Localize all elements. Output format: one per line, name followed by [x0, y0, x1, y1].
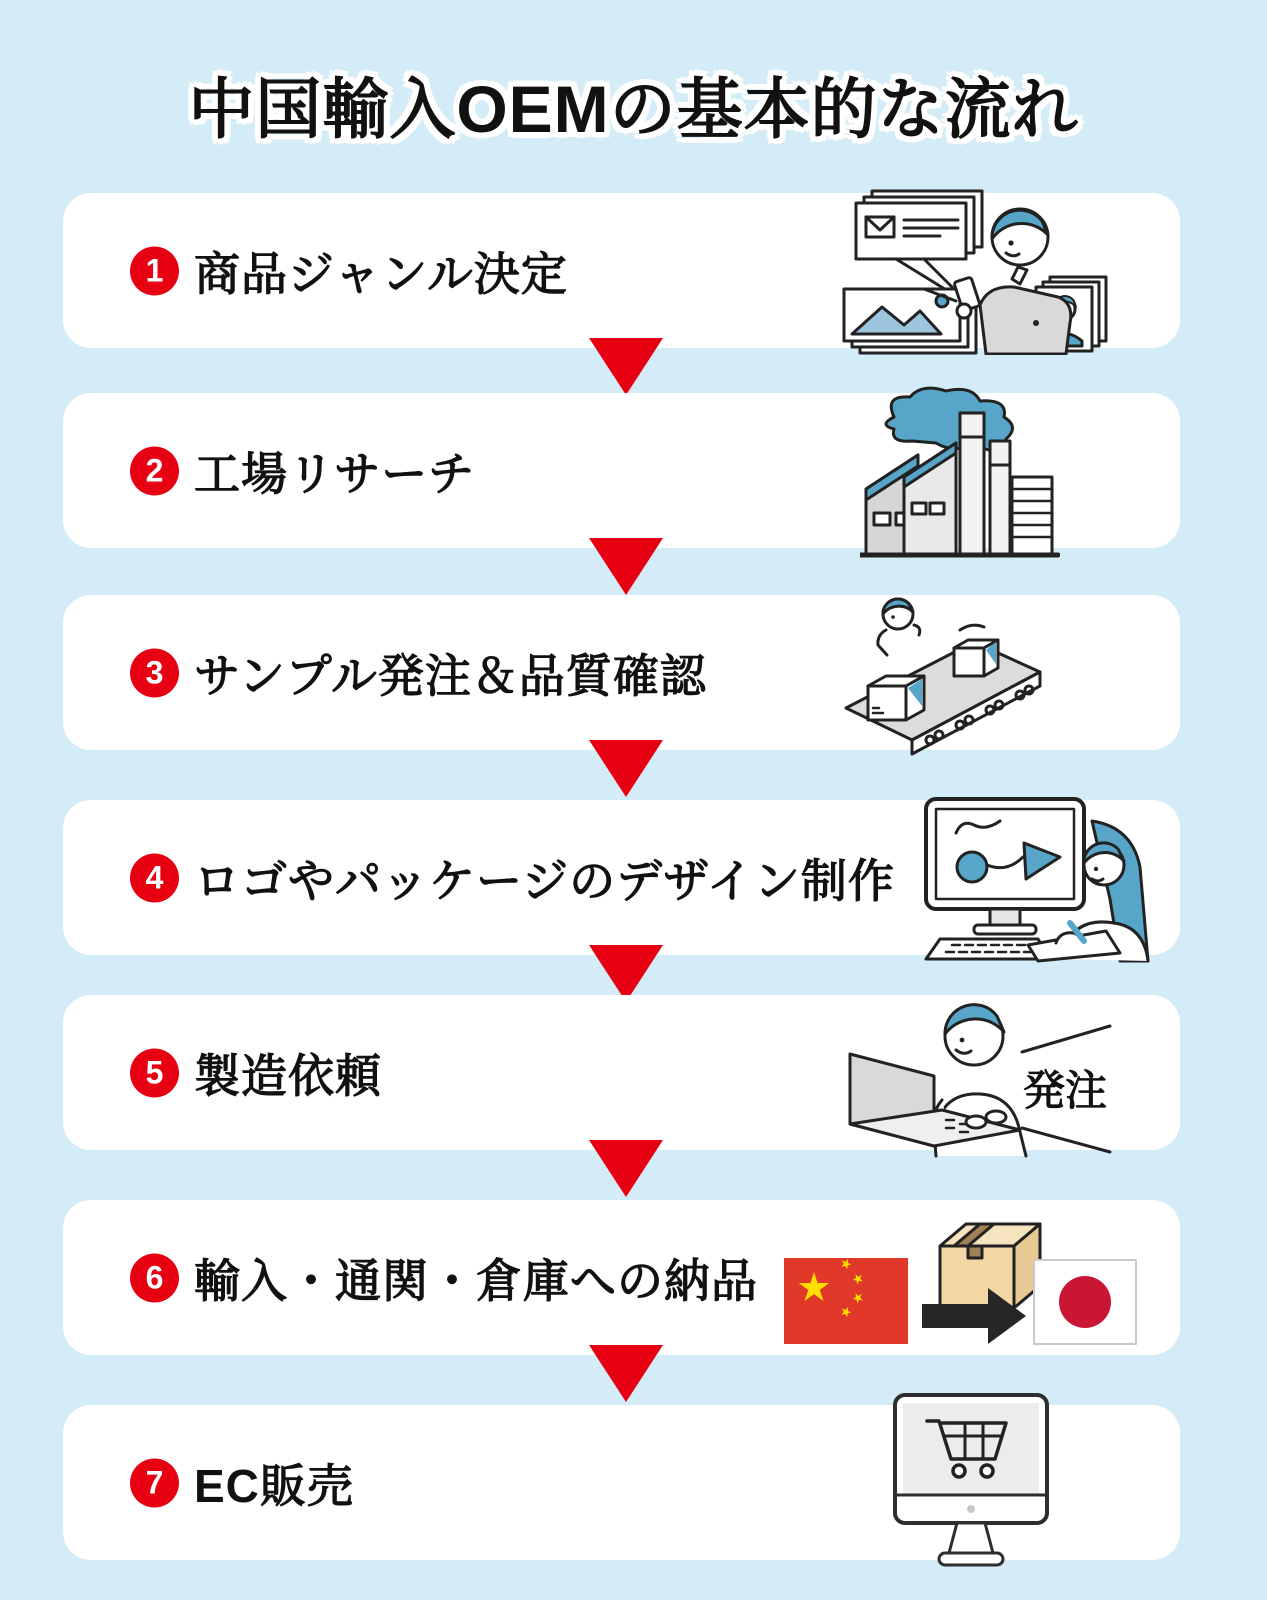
step-number-badge: 3	[130, 648, 179, 697]
sample-box	[954, 625, 998, 676]
red-down-triangle-icon	[589, 338, 663, 395]
sample-box	[868, 676, 924, 720]
page-title: 中国輸入OEMの基本的な流れ	[188, 72, 1079, 146]
red-down-triangle-icon	[589, 1140, 663, 1197]
china-flag-icon	[784, 1256, 908, 1343]
step-label: 製造依頼	[194, 1049, 382, 1102]
inspector-person	[878, 599, 920, 655]
step-card-3	[63, 595, 1180, 750]
design-monitor	[926, 799, 1084, 934]
step-number-badge: 5	[130, 1048, 179, 1097]
desktop-monitor	[895, 1395, 1047, 1565]
japan-flag-icon	[1034, 1260, 1136, 1344]
step-card-7	[63, 1405, 1180, 1560]
step-number-badge: 6	[130, 1253, 179, 1302]
red-down-triangle-icon	[589, 1345, 663, 1402]
step-number-badge: 2	[130, 446, 179, 495]
step-label: 輸入・通関・倉庫への納品	[194, 1254, 758, 1307]
conveyor-quality-check-icon	[842, 590, 1052, 756]
step-label: サンプル発注＆品質確認	[194, 649, 707, 702]
message-card-stack	[856, 191, 982, 291]
photo-card-stack	[844, 289, 976, 353]
red-down-triangle-icon	[589, 740, 663, 797]
step-card-4	[63, 800, 1180, 955]
step-label: EC販売	[194, 1459, 354, 1512]
step-card-1	[63, 193, 1180, 348]
step-card-5	[63, 995, 1180, 1150]
step-label: ロゴやパッケージのデザイン制作	[194, 854, 895, 907]
ec-site-monitor-icon	[889, 1389, 1054, 1577]
step-number-badge: 4	[130, 853, 179, 902]
laptop-order-icon	[824, 988, 1114, 1158]
red-down-triangle-icon	[589, 538, 663, 595]
step-label: 工場リサーチ	[194, 447, 476, 500]
step-card-2	[63, 393, 1180, 548]
factory-icon	[860, 383, 1060, 559]
product-genre-selection-icon	[830, 187, 1110, 355]
red-down-triangle-icon	[589, 945, 663, 1002]
step-card-6	[63, 1200, 1180, 1355]
step-number-badge: 7	[130, 1458, 179, 1507]
step-number-badge: 1	[130, 246, 179, 295]
order-callout-text: 発注	[1022, 1066, 1108, 1114]
design-workstation-icon	[920, 793, 1150, 963]
step-label: 商品ジャンル決定	[194, 247, 568, 300]
china-to-japan-shipping-icon	[780, 1202, 1140, 1354]
